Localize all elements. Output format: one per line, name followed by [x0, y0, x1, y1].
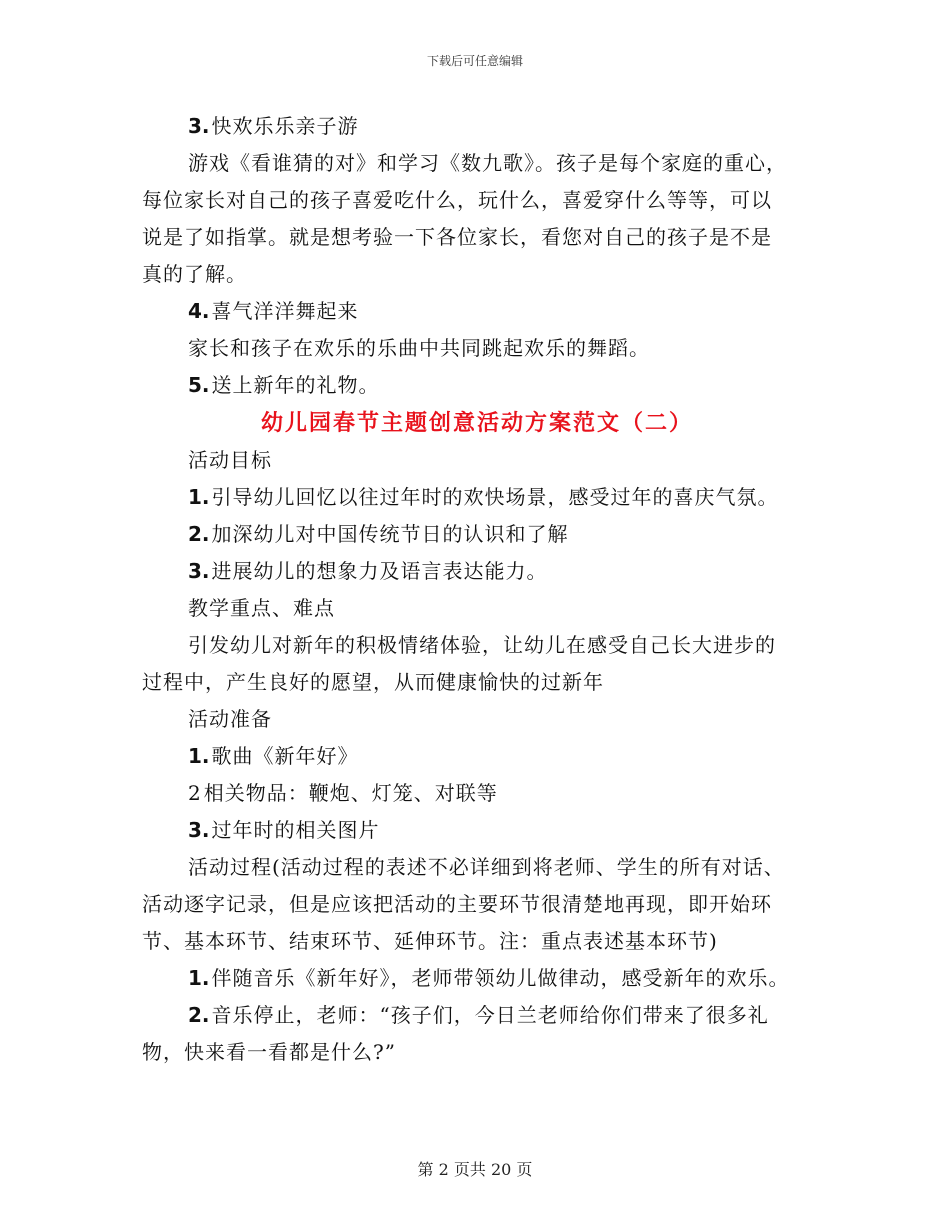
item-number: 3.	[188, 818, 210, 842]
item-number: 3.	[188, 559, 210, 583]
item-text: 音乐停止，老师：“孩子们，今日兰老师给你们带来了很多礼	[211, 1003, 769, 1027]
step-item	[142, 997, 812, 1034]
prep-item	[142, 812, 812, 849]
paragraph-line: 节、基本环节、结束环节、延伸环节。注：重点表述基本环节)	[142, 929, 718, 953]
paragraph-line: 游戏《看谁猜的对》和学习《数九歌》。孩子是每个家庭的重心，	[188, 151, 787, 175]
item-text: 进展幼儿的想象力及语言表达能力。	[211, 559, 548, 583]
prep-heading: 活动准备	[188, 707, 272, 731]
goals-heading: 活动目标	[188, 448, 272, 472]
paragraph-line: 过程中，产生良好的愿望，从而健康愉快的过新年	[142, 670, 604, 694]
paragraph-line: 活动逐字记录，但是应该把活动的主要环节很清楚地再现，即开始环	[142, 892, 772, 916]
section-title: 幼儿园春节主题创意活动方案范文（二）	[260, 410, 693, 436]
list-item-5	[142, 367, 812, 404]
goal-item	[142, 479, 812, 516]
paragraph-line: 引发幼儿对新年的积极情绪体验，让幼儿在感受自己长大进步的	[188, 633, 776, 657]
goal-item	[142, 516, 812, 553]
item-number: 1.	[188, 744, 210, 768]
item-number: 3.	[188, 114, 210, 138]
paragraph-line: 家长和孩子在欢乐的乐曲中共同跳起欢乐的舞蹈。	[188, 336, 650, 360]
item-text: 伴随音乐《新年好》，老师带领幼儿做律动，感受新年的欢乐。	[211, 966, 790, 990]
item-number: 5.	[188, 373, 210, 397]
focus-heading: 教学重点、难点	[188, 596, 335, 620]
prep-item	[142, 738, 812, 775]
paragraph-line: 物，快来看一看都是什么?”	[142, 1040, 396, 1064]
item-text: 歌曲《新年好》	[211, 744, 359, 768]
item-text: 加深幼儿对中国传统节日的认识和了解	[211, 522, 569, 546]
item-text: 相关物品：鞭炮、灯笼、对联等	[203, 781, 498, 805]
paragraph-line: 说是了如指掌。就是想考验一下各位家长，看您对自己的孩子是不是	[142, 225, 772, 249]
item-number: 2.	[188, 1003, 210, 1027]
page-number-footer: 第 2 页共 20 页	[417, 1160, 533, 1179]
list-item-3	[142, 108, 812, 145]
item-number: 1.	[188, 485, 210, 509]
paragraph-line: 每位家长对自己的孩子喜爱吃什么，玩什么，喜爱穿什么等等，可以	[142, 188, 772, 212]
item-number: 4.	[188, 299, 210, 323]
item-number: 2.	[188, 522, 210, 546]
paragraph-line: 活动过程(活动过程的表述不必详细到将老师、学生的所有对话、	[188, 855, 785, 879]
step-item	[142, 960, 812, 997]
item-text: 送上新年的礼物。	[211, 373, 380, 397]
item-text: 快欢乐乐亲子游	[211, 114, 359, 138]
item-number: 2	[188, 781, 202, 805]
list-item-4	[142, 293, 812, 330]
prep-item	[142, 775, 812, 812]
goal-item	[142, 553, 812, 590]
item-text: 引导幼儿回忆以往过年时的欢快场景，感受过年的喜庆气氛。	[211, 485, 779, 509]
page-header-note: 下载后可任意编辑	[426, 54, 523, 68]
paragraph-line: 真的了解。	[142, 262, 247, 286]
item-number: 1.	[188, 966, 210, 990]
item-text: 喜气洋洋舞起来	[211, 299, 359, 323]
item-text: 过年时的相关图片	[211, 818, 380, 842]
document-body	[142, 108, 812, 1071]
